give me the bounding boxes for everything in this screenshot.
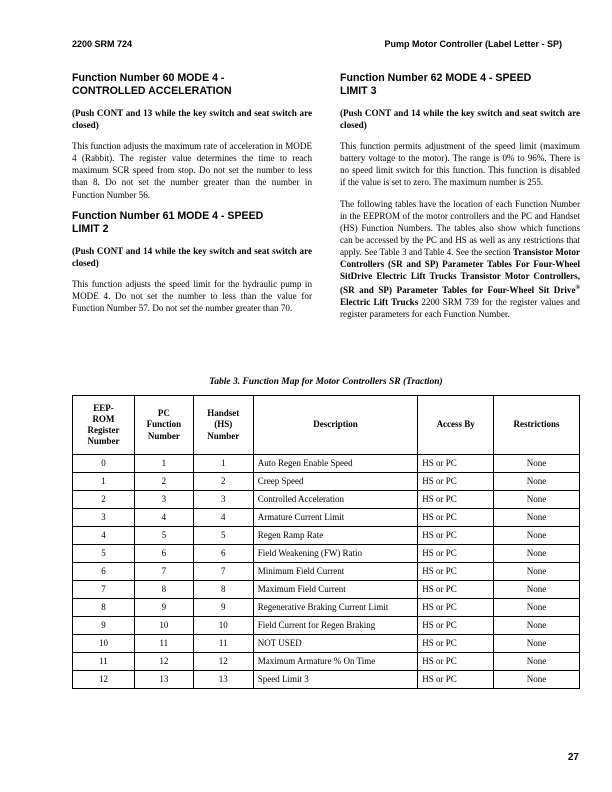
header-document-id: 2200 SRM 724	[72, 39, 133, 49]
header-hs: Handset (HS) Number	[193, 396, 253, 455]
cell-description: Regen Ramp Rate	[253, 527, 418, 545]
cell-hs: 10	[193, 617, 253, 635]
cell-hs: 5	[193, 527, 253, 545]
cell-eeprom: 12	[73, 671, 135, 689]
cell-hs: 8	[193, 581, 253, 599]
cell-restrictions: None	[494, 617, 580, 635]
cell-hs: 11	[193, 635, 253, 653]
cell-restrictions: None	[494, 545, 580, 563]
cell-access: HS or PC	[418, 491, 494, 509]
cell-restrictions: None	[494, 491, 580, 509]
cell-eeprom: 0	[73, 455, 135, 473]
cell-eeprom: 2	[73, 491, 135, 509]
cell-access: HS or PC	[418, 635, 494, 653]
fn60-heading-line2: CONTROLLED ACCELERATION	[72, 85, 232, 97]
cell-restrictions: None	[494, 671, 580, 689]
cell-access: HS or PC	[418, 527, 494, 545]
cell-eeprom: 3	[73, 509, 135, 527]
table-row	[73, 635, 580, 653]
cell-restrictions: None	[494, 581, 580, 599]
header-section-title: Pump Motor Controller (Label Letter - SP)	[384, 39, 562, 49]
cell-eeprom: 9	[73, 617, 135, 635]
cell-eeprom: 1	[73, 473, 135, 491]
cell-access: HS or PC	[418, 473, 494, 491]
cell-access: HS or PC	[418, 563, 494, 581]
right-column	[340, 72, 580, 330]
fn61-body: This function adjusts the speed limit for the hydraulic pump in MODE 4. Do not set the number to less than the value for Function Number 57. Do not set the number greater than 70.	[72, 278, 312, 314]
cell-description: Creep Speed	[253, 473, 418, 491]
cell-restrictions: None	[494, 455, 580, 473]
tables-reference-paragraph	[340, 198, 580, 321]
cell-pc: 1	[134, 455, 193, 473]
tables-tail-text: 2200 SRM 739 for the register values and register parameters for each Function Number.	[340, 297, 580, 320]
cell-description: Minimum Field Current	[253, 563, 418, 581]
cell-pc: 2	[134, 473, 193, 491]
header-eeprom: EEP- ROM Register Number	[73, 396, 135, 455]
cell-description: Maximum Armature % On Time	[253, 653, 418, 671]
table-row	[73, 599, 580, 617]
cell-pc: 4	[134, 509, 193, 527]
fn62-heading-line2: LIMIT 3	[340, 85, 377, 97]
cell-description: Field Current for Regen Braking	[253, 617, 418, 635]
cell-access: HS or PC	[418, 455, 494, 473]
table-row	[73, 617, 580, 635]
cell-description: Controlled Acceleration	[253, 491, 418, 509]
table-row	[73, 581, 580, 599]
cell-hs: 12	[193, 653, 253, 671]
cell-pc: 10	[134, 617, 193, 635]
fn60-heading	[72, 72, 312, 98]
header-restrictions: Restrictions	[494, 396, 580, 455]
cell-description: Speed Limit 3	[253, 671, 418, 689]
header-pc: PC Function Number	[134, 396, 193, 455]
cell-hs: 1	[193, 455, 253, 473]
cell-access: HS or PC	[418, 671, 494, 689]
cell-restrictions: None	[494, 527, 580, 545]
cell-eeprom: 11	[73, 653, 135, 671]
cell-eeprom: 7	[73, 581, 135, 599]
header-description: Description	[253, 396, 418, 455]
table-row	[73, 671, 580, 689]
cell-access: HS or PC	[418, 509, 494, 527]
cell-pc: 5	[134, 527, 193, 545]
cell-access: HS or PC	[418, 617, 494, 635]
cell-hs: 2	[193, 473, 253, 491]
cell-hs: 4	[193, 509, 253, 527]
fn61-heading	[72, 210, 312, 236]
cell-pc: 12	[134, 653, 193, 671]
table-row	[73, 509, 580, 527]
cell-pc: 7	[134, 563, 193, 581]
fn62-heading-line1: Function Number 62 MODE 4 - SPEED	[340, 72, 532, 84]
cell-access: HS or PC	[418, 545, 494, 563]
tables-bold-reference-end: Electric Lift Trucks	[340, 297, 419, 308]
cell-pc: 13	[134, 671, 193, 689]
cell-description: Field Weakening (FW) Ratio	[253, 545, 418, 563]
table-row	[73, 491, 580, 509]
tables-intro-text: The following tables have the location of each Function Number in the EEPROM of the motor controllers and the PC and Handset (HS) Function Numbers. The tables also show which functions can be accessed by the PC and HS as well as any restrictions that apply. See Table 3 and Table 4. See the section	[340, 198, 580, 257]
left-column	[72, 72, 312, 323]
cell-access: HS or PC	[418, 599, 494, 617]
cell-hs: 6	[193, 545, 253, 563]
table-row	[73, 473, 580, 491]
cell-description: Auto Regen Enable Speed	[253, 455, 418, 473]
table-caption: Table 3. Function Map for Motor Controllers SR (Traction)	[209, 377, 443, 387]
cell-eeprom: 6	[73, 563, 135, 581]
page-number: 27	[567, 752, 579, 763]
cell-pc: 11	[134, 635, 193, 653]
cell-description: Maximum Field Current	[253, 581, 418, 599]
cell-hs: 13	[193, 671, 253, 689]
cell-restrictions: None	[494, 473, 580, 491]
cell-pc: 8	[134, 581, 193, 599]
table-row	[73, 653, 580, 671]
cell-hs: 9	[193, 599, 253, 617]
fn60-heading-line1: Function Number 60 MODE 4 -	[72, 72, 225, 84]
table-header-row	[73, 396, 580, 455]
cell-pc: 6	[134, 545, 193, 563]
fn62-body: This function permits adjustment of the speed limit (maximum battery voltage to the motor). The range is 0% to 96%. There is no speed limit switch for this function. This function is disabled if the value is set to zero. The maximum number is 255.	[340, 141, 580, 188]
cell-access: HS or PC	[418, 653, 494, 671]
cell-restrictions: None	[494, 563, 580, 581]
table-row	[73, 527, 580, 545]
cell-description: Armature Current Limit	[253, 509, 418, 527]
cell-description: Regenerative Braking Current Limit	[253, 599, 418, 617]
function-map-table	[72, 395, 580, 689]
cell-restrictions: None	[494, 509, 580, 527]
fn61-push-instruction: (Push CONT and 14 while the key switch and seat switch are closed)	[72, 245, 312, 268]
cell-eeprom: 5	[73, 545, 135, 563]
cell-access: HS or PC	[418, 581, 494, 599]
cell-eeprom: 10	[73, 635, 135, 653]
cell-pc: 9	[134, 599, 193, 617]
cell-description: NOT USED	[253, 635, 418, 653]
cell-restrictions: None	[494, 653, 580, 671]
cell-eeprom: 8	[73, 599, 135, 617]
cell-eeprom: 4	[73, 527, 135, 545]
fn60-body: This function adjusts the maximum rate of acceleration in MODE 4 (Rabbit). The register value determines the time to reach maximum SCR speed from stop. Do not set the number to less than 8. Do not set the number greater than the number in Function Number 56.	[72, 141, 312, 200]
header-access: Access By	[418, 396, 494, 455]
fn61-heading-line1: Function Number 61 MODE 4 - SPEED	[72, 209, 264, 222]
cell-restrictions: None	[494, 599, 580, 617]
fn60-push-instruction: (Push CONT and 13 while the key switch and seat switch are closed)	[72, 108, 312, 131]
fn62-heading	[340, 72, 580, 98]
cell-hs: 3	[193, 491, 253, 509]
tables-bold-reference: Transistor Motor Controllers (SR and SP) Parameter Tables For Four-Wheel SitDrive Electric Lift Trucks Transistor Motor Controllers, (SR and SP) Parameter Tables for Four-Wheel Sit Drive	[340, 246, 580, 296]
registered-mark: ®	[575, 285, 580, 292]
table-row	[73, 563, 580, 581]
fn61-heading-line2: LIMIT 2	[72, 222, 109, 235]
cell-restrictions: None	[494, 635, 580, 653]
fn62-push-instruction: (Push CONT and 14 while the key switch and seat switch are closed)	[340, 108, 580, 131]
table-row	[73, 455, 580, 473]
cell-pc: 3	[134, 491, 193, 509]
table-row	[73, 545, 580, 563]
cell-hs: 7	[193, 563, 253, 581]
